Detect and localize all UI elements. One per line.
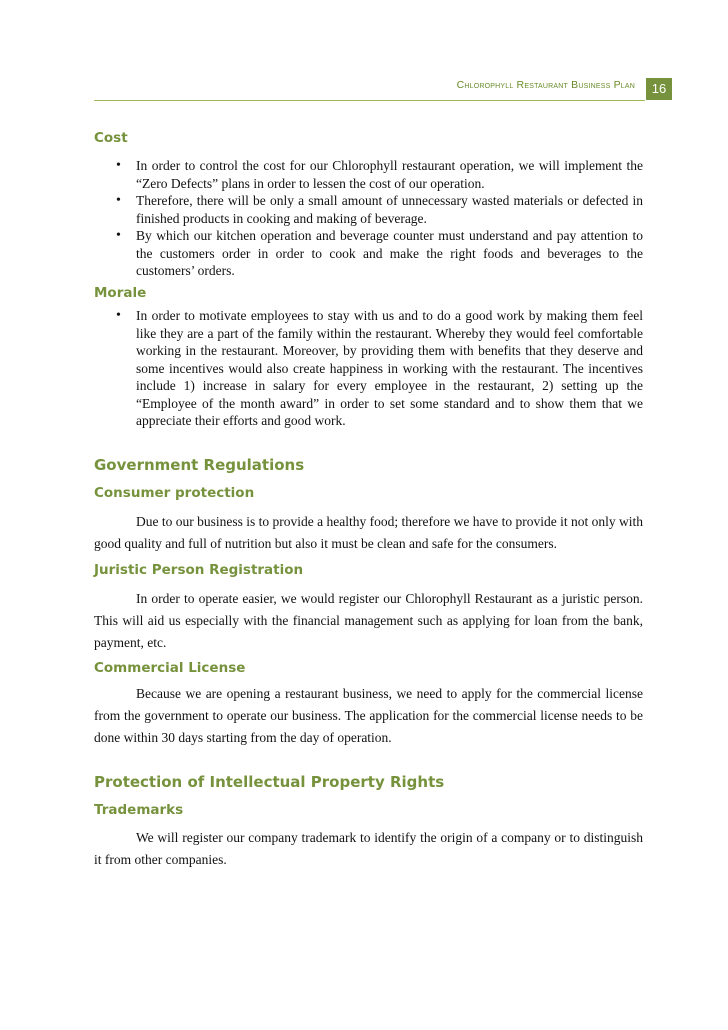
juristic-registration-text: In order to operate easier, we would register our Chlorophyll Restaurant as a juristic person. This will aid us especially with the financial management such as applying for loan from the bank, payment, etc. bbox=[94, 591, 643, 650]
morale-bullet-list bbox=[116, 307, 643, 430]
page-number-badge: 16 bbox=[646, 78, 672, 100]
list-item: • Therefore, there will be only a small amount of unnecessary wasted materials or defected in finished products in cooking and making of beverage. bbox=[116, 192, 643, 227]
morale-heading: Morale bbox=[94, 285, 147, 301]
list-item: • By which our kitchen operation and beverage counter must understand and pay attention to the customers order in order to cook and make the right foods and beverages to the customers’ orders. bbox=[116, 227, 643, 280]
trademarks-heading: Trademarks bbox=[94, 802, 184, 818]
running-header-title: Chlorophyll Restaurant Business Plan bbox=[456, 79, 635, 91]
list-item: • In order to control the cost for our Chlorophyll restaurant operation, we will implement the “Zero Defects” plans in order to lessen the cost of our operation. bbox=[116, 157, 643, 192]
commercial-license-heading: Commercial License bbox=[94, 660, 246, 676]
cost-bullet-list bbox=[116, 157, 643, 280]
commercial-license-text: Because we are opening a restaurant business, we need to apply for the commercial license from the government to operate our business. The application for the commercial license needs to be done within 30 days starting from the day of operation. bbox=[94, 686, 643, 745]
trademarks-text: We will register our company trademark to identify the origin of a company or to distinguish it from other companies. bbox=[94, 830, 643, 867]
juristic-registration-heading: Juristic Person Registration bbox=[94, 562, 304, 578]
consumer-protection-text: Due to our business is to provide a healthy food; therefore we have to provide it not only with good quality and full of nutrition but also it must be clean and safe for the consumers. bbox=[94, 514, 643, 551]
consumer-protection-heading: Consumer protection bbox=[94, 485, 255, 501]
ip-rights-heading: Protection of Intellectual Property Rights bbox=[94, 773, 445, 791]
header-divider bbox=[94, 100, 645, 101]
government-regulations-heading: Government Regulations bbox=[94, 456, 305, 474]
cost-heading: Cost bbox=[94, 130, 128, 146]
list-item: • In order to motivate employees to stay with us and to do a good work by making them feel like they are a part of the family within the restaurant. Whereby they would feel comfortable working in the restaurant. Moreover, by providing them with benefits that they deserve and some incentives would also create happiness in working with the restaurant. The incentives include 1) increase in salary for every employee in the restaurant, 2) setting up the “Employee of the month award” in order to set some standard and to show them that we appreciate their efforts and good work. bbox=[116, 307, 643, 430]
